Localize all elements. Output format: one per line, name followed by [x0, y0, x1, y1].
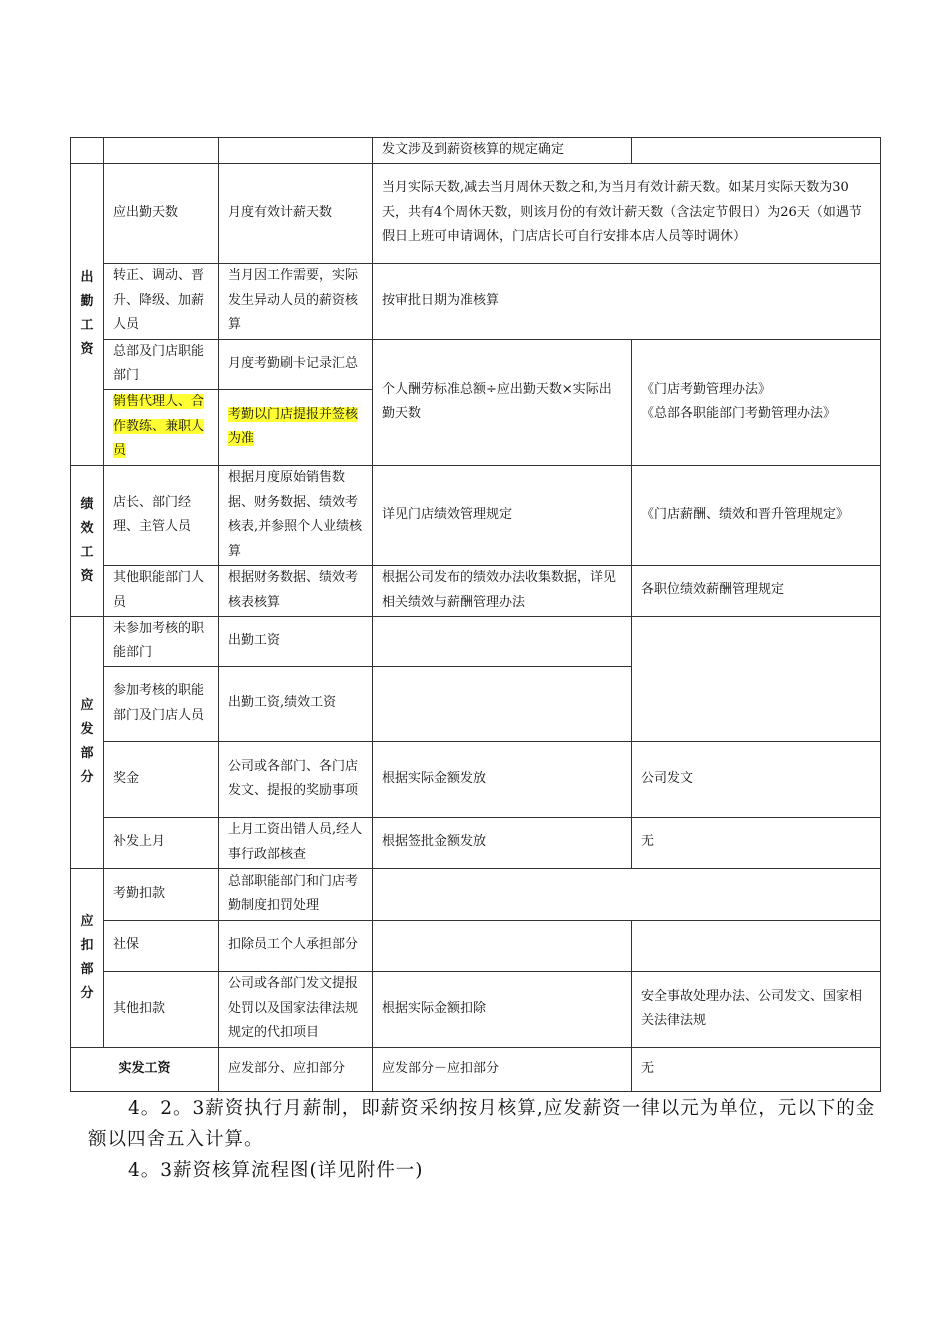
- reference-cell: [632, 616, 881, 741]
- basis-cell: 出勤工资: [219, 616, 373, 666]
- section-label: 绩效工资: [80, 496, 94, 584]
- cell: [219, 138, 373, 164]
- cell: [104, 138, 219, 164]
- table-row: [71, 1047, 881, 1091]
- reference-cell: 各职位绩效薪酬管理规定: [632, 565, 881, 616]
- paragraph-monthly-salary: 4。2。3薪资执行月薪制，即薪资采纳按月核算,应发薪资一律以元为单位，元以下的金额以四舍五入计算。: [88, 1098, 876, 1150]
- method-cell: 根据实际金额发放: [373, 741, 632, 817]
- section-payable: [71, 616, 104, 868]
- table-row: [71, 616, 881, 666]
- cell: [71, 138, 104, 164]
- method-cell: [373, 920, 632, 971]
- item-cell: 店长、部门经理、主管人员: [104, 465, 219, 565]
- basis-cell: 上月工资出错人员,经人事行政部核查: [219, 817, 373, 868]
- basis-cell: 月度有效计薪天数: [219, 163, 373, 263]
- section-performance: [71, 465, 104, 616]
- basis-cell: 根据月度原始销售数据、财务数据、绩效考核表,并参照个人业绩核算: [219, 465, 373, 565]
- method-cell: [373, 868, 881, 920]
- section-deduction: [71, 868, 104, 1047]
- item-cell: 其他职能部门人员: [104, 565, 219, 616]
- section-label: 出勤工资: [80, 270, 94, 357]
- item-cell: 总部及门店职能部门: [104, 339, 219, 389]
- reference-cell: 无: [632, 1047, 881, 1091]
- table-row: [71, 817, 881, 868]
- section-label: 应发部分: [80, 698, 94, 785]
- cell: [632, 138, 881, 164]
- item-cell: 应出勤天数: [104, 163, 219, 263]
- reference-cell: [632, 920, 881, 971]
- method-cell: 当月实际天数,减去当月周休天数之和,为当月有效计薪天数。如某月实际天数为30天，共有4个周休天数，则该月份的有效计薪天数（含法定节假日）为26天（如遇节假日上班可申请调休，门店店长可自行安排本店人员等时调休）: [373, 163, 881, 263]
- basis-cell: 总部职能部门和门店考勤制度扣罚处理: [219, 868, 373, 920]
- method-cell: 根据公司发布的绩效办法收集数据，详见相关绩效与薪酬管理办法: [373, 565, 632, 616]
- method-cell: [373, 616, 632, 666]
- table-row: [71, 163, 881, 263]
- item-cell: 考勤扣款: [104, 868, 219, 920]
- cell: 发文涉及到薪资核算的规定确定: [373, 138, 632, 164]
- section-attendance: [71, 163, 104, 465]
- highlighted-text: 考勤以门店提报并签核为准: [228, 406, 359, 446]
- method-cell: 根据签批金额发放: [373, 817, 632, 868]
- method-cell: 详见门店绩效管理规定: [373, 465, 632, 565]
- basis-cell: 扣除员工个人承担部分: [219, 920, 373, 971]
- basis-cell: 当月因工作需要，实际发生异动人员的薪资核算: [219, 263, 373, 339]
- paragraph-flowchart: 4。3薪资核算流程图(详见附件一): [128, 1160, 424, 1181]
- table-row: [71, 741, 881, 817]
- basis-cell: 出勤工资,绩效工资: [219, 666, 373, 741]
- highlighted-text: 销售代理人、合作教练、兼职人员: [113, 394, 205, 459]
- reference-cell: 公司发文: [632, 741, 881, 817]
- item-cell: 未参加考核的职能部门: [104, 616, 219, 666]
- reference-cell: 《门店薪酬、绩效和晋升管理规定》: [632, 465, 881, 565]
- table-row: [71, 263, 881, 339]
- item-cell: 补发上月: [104, 817, 219, 868]
- salary-table: [70, 137, 881, 1092]
- net-pay-label: 实发工资: [71, 1047, 219, 1091]
- basis-cell: 月度考勤刷卡记录汇总: [219, 339, 373, 389]
- basis-cell: 公司或各部门、各门店发文、提报的奖励事项: [219, 741, 373, 817]
- item-cell: 社保: [104, 920, 219, 971]
- table-row: [71, 868, 881, 920]
- table-row: [71, 138, 881, 164]
- method-cell: 根据实际金额扣除: [373, 971, 632, 1047]
- method-cell: 应发部分－应扣部分: [373, 1047, 632, 1091]
- reference-cell: 安全事故处理办法、公司发文、国家相关法律法规: [632, 971, 881, 1047]
- item-cell: 奖金: [104, 741, 219, 817]
- item-cell: 参加考核的职能部门及门店人员: [104, 666, 219, 741]
- item-cell: [104, 389, 219, 465]
- table-row: [71, 920, 881, 971]
- table-row: [71, 339, 881, 389]
- basis-cell: 应发部分、应扣部分: [219, 1047, 373, 1091]
- reference-cell: 无: [632, 817, 881, 868]
- method-cell: 按审批日期为准核算: [373, 263, 881, 339]
- basis-cell: 根据财务数据、绩效考核表核算: [219, 565, 373, 616]
- item-cell: 其他扣款: [104, 971, 219, 1047]
- table-row: [71, 465, 881, 565]
- reference-cell: 《门店考勤管理办法》 《总部各职能部门考勤管理办法》: [632, 339, 881, 465]
- method-cell: 个人酬劳标准总额÷应出勤天数×实际出勤天数: [373, 339, 632, 465]
- basis-cell: 公司或各部门发文提报处罚以及国家法律法规规定的代扣项目: [219, 971, 373, 1047]
- method-cell: [373, 666, 632, 741]
- basis-cell: [219, 389, 373, 465]
- item-cell: 转正、调动、晋升、降级、加薪人员: [104, 263, 219, 339]
- table-row: [71, 565, 881, 616]
- section-label: 应扣部分: [80, 913, 94, 1001]
- table-row: [71, 971, 881, 1047]
